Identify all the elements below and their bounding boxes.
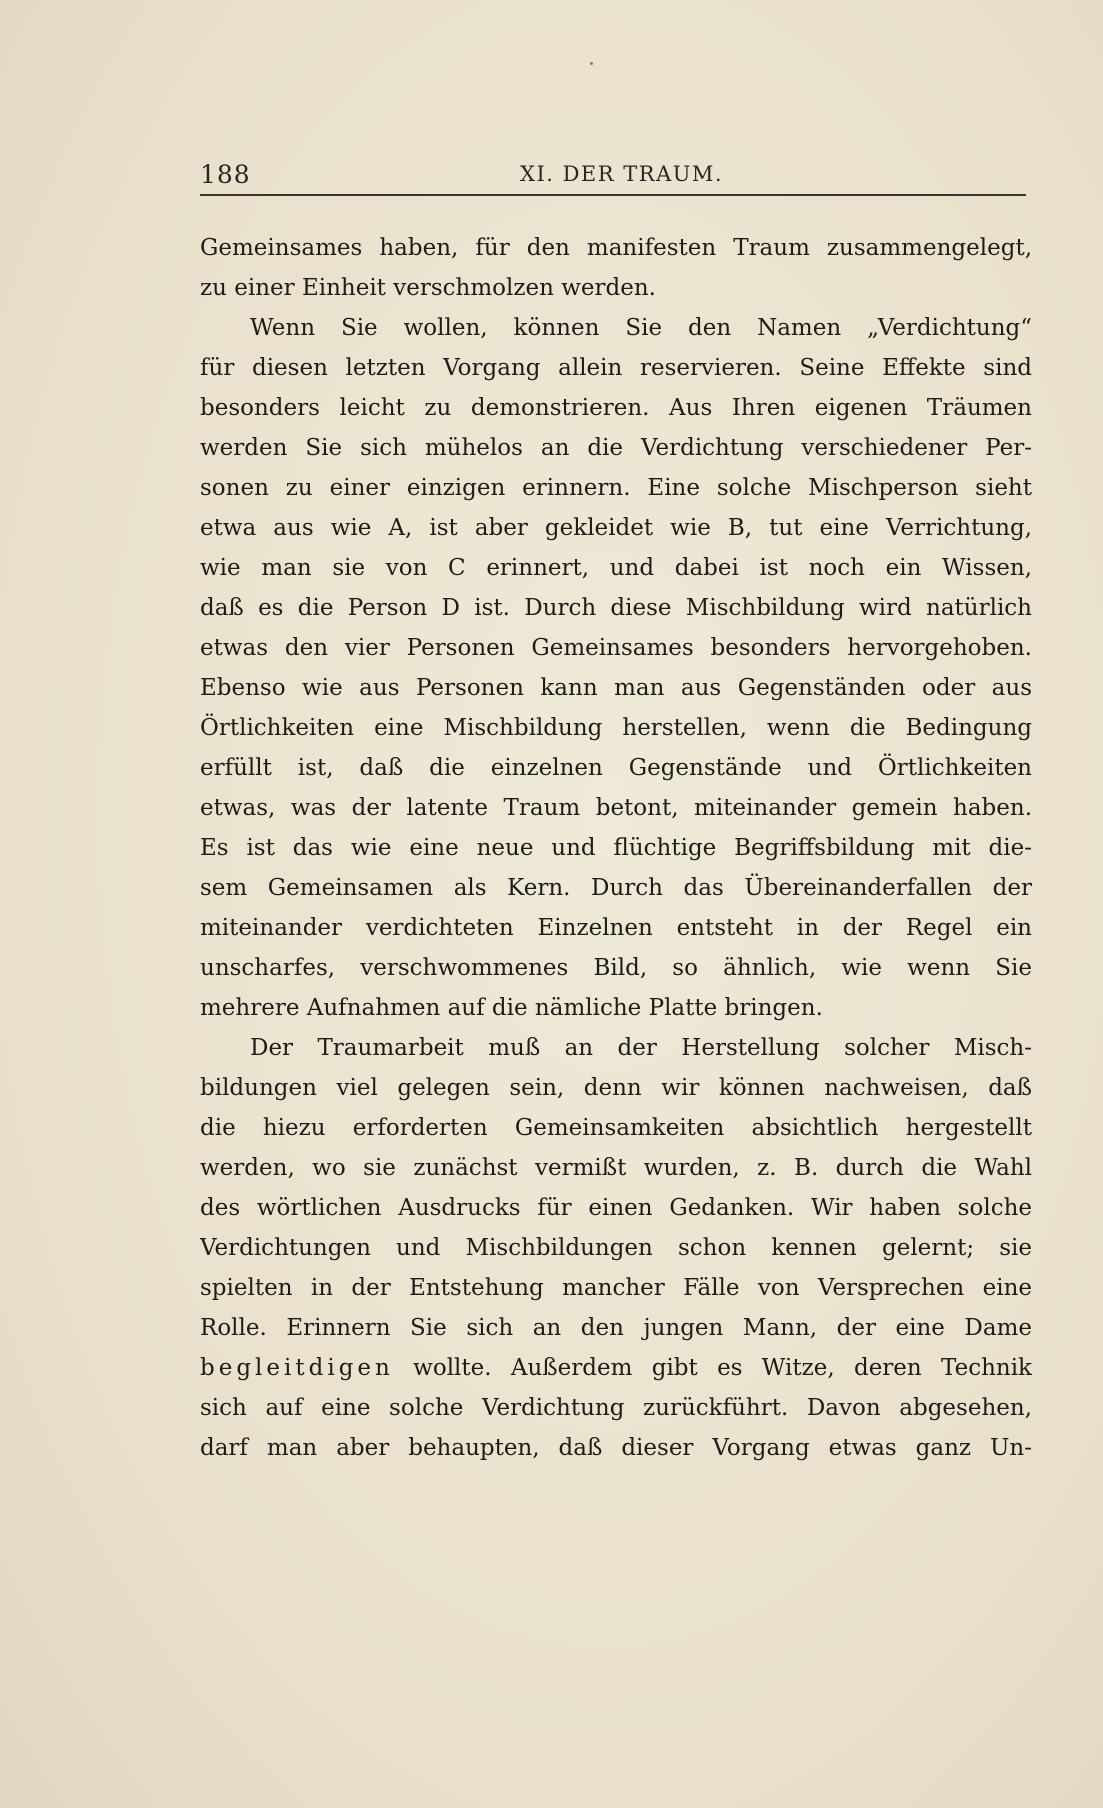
text-line: für diesen letzten Vorgang allein reservieren. Seine Effekte sind	[200, 355, 1032, 381]
text-line: mehrere Aufnahmen auf die nämliche Platte bringen.	[200, 995, 823, 1021]
text-line: erfüllt ist, daß die einzelnen Gegenstände und Örtlichkeiten	[200, 755, 1032, 781]
text-line: Örtlichkeiten eine Mischbildung herstellen, wenn die Bedingung	[200, 715, 1032, 741]
page-header	[200, 160, 1026, 194]
text-line: daß es die Person D ist. Durch diese Mischbildung wird natürlich	[200, 595, 1032, 621]
text-line	[200, 1348, 1032, 1388]
body-text	[200, 228, 1032, 1468]
text-line: sonen zu einer einzigen erinnern. Eine solche Mischperson sieht	[200, 475, 1032, 501]
text-line: unscharfes, verschwommenes Bild, so ähnlich, wie wenn Sie	[200, 955, 1032, 981]
text-line: besonders leicht zu demonstrieren. Aus Ihren eigenen Träumen	[200, 395, 1032, 421]
text-line: darf man aber behaupten, daß dieser Vorgang etwas ganz Un-	[200, 1435, 1032, 1461]
text-line: Gemeinsames haben, für den manifesten Traum zusammengelegt,	[200, 235, 1032, 261]
paper-speck	[590, 62, 593, 65]
spaced-word: begleitdigen	[200, 1355, 394, 1381]
text-line: etwas den vier Personen Gemeinsames besonders hervorgehoben.	[200, 635, 1032, 661]
running-head: XI. DER TRAUM.	[520, 162, 724, 186]
text-line: des wörtlichen Ausdrucks für einen Gedanken. Wir haben solche	[200, 1195, 1032, 1221]
text-line: Verdichtungen und Mischbildungen schon kennen gelernt; sie	[200, 1235, 1032, 1261]
text-line: zu einer Einheit verschmolzen werden.	[200, 275, 656, 301]
text-line: spielten in der Entstehung mancher Fälle von Versprechen eine	[200, 1275, 1032, 1301]
header-rule	[200, 194, 1026, 196]
text-line: werden Sie sich mühelos an die Verdichtung verschiedener Per-	[200, 435, 1032, 461]
text-line: miteinander verdichteten Einzelnen entsteht in der Regel ein	[200, 915, 1032, 941]
text-line: etwas, was der latente Traum betont, miteinander gemein haben.	[200, 795, 1032, 821]
text-line: werden, wo sie zunächst vermißt wurden, z. B. durch die Wahl	[200, 1155, 1032, 1181]
line-remainder: wollte. Außerdem gibt es Witze, deren Technik	[393, 1355, 1032, 1381]
text-line: bildungen viel gelegen sein, denn wir können nachweisen, daß	[200, 1075, 1032, 1101]
text-line: wie man sie von C erinnert, und dabei ist noch ein Wissen,	[200, 555, 1032, 581]
text-line: Es ist das wie eine neue und flüchtige Begriffsbildung mit die-	[200, 835, 1032, 861]
text-line: sich auf eine solche Verdichtung zurückführt. Davon abgesehen,	[200, 1395, 1032, 1421]
text-line: Der Traumarbeit muß an der Herstellung solcher Misch-	[250, 1035, 1032, 1061]
text-line: Ebenso wie aus Personen kann man aus Gegenständen oder aus	[200, 675, 1032, 701]
page-number: 188	[200, 160, 251, 189]
text-line: Rolle. Erinnern Sie sich an den jungen Mann, der eine Dame	[200, 1315, 1032, 1341]
text-line: Wenn Sie wollen, können Sie den Namen „Verdichtung“	[250, 315, 1032, 341]
text-line: die hiezu erforderten Gemeinsamkeiten absichtlich hergestellt	[200, 1115, 1032, 1141]
text-line: sem Gemeinsamen als Kern. Durch das Übereinanderfallen der	[200, 875, 1032, 901]
text-line: etwa aus wie A, ist aber gekleidet wie B, tut eine Verrichtung,	[200, 515, 1032, 541]
